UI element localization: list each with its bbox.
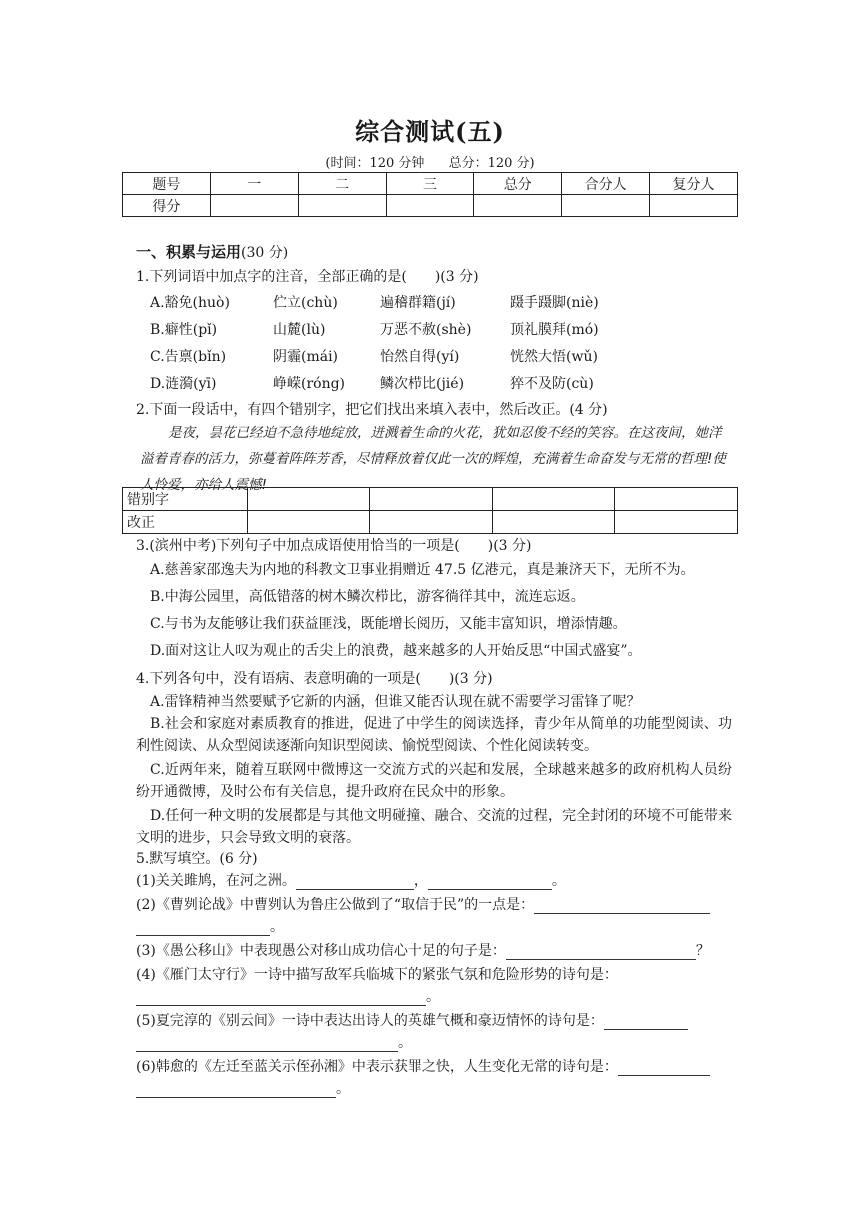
score-row-label: 得分 (123, 195, 211, 217)
q5-item-5 (136, 1012, 688, 1030)
question-5-stem: 5.默写填空。(6 分) (136, 851, 258, 867)
question-4-stem: 4.下列各句中，没有语病、表意明确的一项是( )(3 分) (136, 671, 493, 687)
q5-item-1-text: (1)关关雎鸠，在河之洲。 (136, 873, 296, 889)
q4-option-a: A.雷锋精神当然要赋予它新的内涵，但谁又能否认现在就不需要学习雷锋了呢？ (150, 694, 641, 710)
q1-word: A.豁免(huò) (150, 295, 230, 311)
q1-word: 怡然自得(yí) (380, 349, 460, 365)
q3-option-a: A.慈善家邵逸夫为内地的科教文卫事业捐赠近 47.5 亿港元，真是兼济天下，无所不为。 (150, 562, 695, 578)
q1-word: 万恶不赦(shè) (380, 322, 472, 338)
total-score: 总分：120 分) (448, 156, 535, 171)
exam-meta (0, 152, 860, 171)
q1-word: 山麓(lù) (273, 322, 326, 338)
section-title: 一、积累与运用 (136, 243, 242, 261)
answer-blank[interactable] (136, 991, 426, 1006)
score-header-cell: 合分人 (562, 173, 650, 195)
typo-cell[interactable] (615, 488, 738, 511)
answer-blank[interactable] (296, 875, 414, 890)
q1-word: 遍稽群籍(jí) (380, 295, 456, 311)
score-header-cell: 总分 (474, 173, 562, 195)
score-header-cell: 二 (298, 173, 386, 195)
q5-item-3-text: (3)《愚公移山》中表现愚公对移山成功信心十足的句子是： (136, 943, 506, 959)
q5-item-6-cont (136, 1080, 350, 1098)
punct: ， (413, 873, 428, 889)
punct: 。 (426, 989, 440, 1005)
time-limit: (时间：120 分钟 (325, 156, 425, 171)
score-cell[interactable] (386, 195, 474, 217)
typo-row-label: 错别字 (123, 488, 248, 511)
q5-item-2 (136, 896, 710, 914)
q1-word: D.涟漪(yī) (150, 376, 217, 392)
question-1-stem: 1.下列词语中加点字的注音，全部正确的是( )(3 分) (136, 269, 479, 285)
q5-item-1 (136, 872, 566, 890)
correction-row-label: 改正 (123, 511, 248, 534)
q1-word: 伫立(chù) (273, 295, 338, 311)
q5-item-4-cont (136, 988, 440, 1006)
question-2-stem: 2.下面一段话中，有四个错别字，把它们找出来填入表中，然后改正。(4 分) (136, 402, 608, 418)
correction-cell[interactable] (615, 511, 738, 534)
score-cell[interactable] (298, 195, 386, 217)
answer-blank[interactable] (506, 945, 696, 960)
typo-correction-table (122, 487, 738, 534)
q5-item-5-cont (136, 1034, 412, 1052)
score-table-header-row (123, 173, 738, 195)
q3-option-b: B.中海公园里，高低错落的树木鳞次栉比，游客徜徉其中，流连忘返。 (150, 589, 585, 605)
q5-item-4: (4)《雁门太守行》一诗中描写敌军兵临城下的紧张气氛和危险形势的诗句是： (136, 967, 618, 983)
q1-word: B.癖性(pǐ) (150, 322, 218, 338)
q1-word: 鳞次栉比(jié) (380, 376, 465, 392)
correction-cell[interactable] (492, 511, 615, 534)
typo-row (123, 488, 738, 511)
q1-word: C.告禀(bǐn) (150, 349, 227, 365)
q1-word: 猝不及防(cù) (510, 376, 594, 392)
q5-item-2-cont (136, 918, 284, 936)
q1-word: 峥嵘(róng) (273, 376, 346, 392)
q1-word: 顶礼膜拜(mó) (510, 322, 599, 338)
typo-cell[interactable] (247, 488, 370, 511)
punct: 。 (551, 873, 566, 889)
score-header-cell: 三 (386, 173, 474, 195)
score-cell[interactable] (210, 195, 298, 217)
section-heading (136, 243, 288, 262)
q3-option-c: C.与书为友能够让我们获益匪浅，既能增长阅历，又能丰富知识，增添情趣。 (150, 616, 627, 632)
punct: 。 (398, 1035, 412, 1051)
score-cell[interactable] (650, 195, 738, 217)
typo-cell[interactable] (492, 488, 615, 511)
question-3-stem: 3.(滨州中考)下列句子中加点成语使用恰当的一项是( )(3 分) (136, 538, 532, 554)
q1-word: 蹑手蹑脚(niè) (510, 295, 599, 311)
typo-cell[interactable] (370, 488, 493, 511)
q5-item-2-text: (2)《曹刿论战》中曹刿认为鲁庄公做到了“取信于民”的一点是： (136, 897, 535, 913)
answer-blank[interactable] (534, 899, 710, 914)
q4-option-b: B.社会和家庭对素质教育的推进，促进了中学生的阅读选择，青少年从简单的功能型阅读、功利性阅读、从众型阅读逐渐向知识型阅读、愉悦型阅读、个性化阅读转变。 (136, 716, 732, 754)
answer-blank[interactable] (618, 1061, 710, 1076)
q5-item-3 (136, 942, 710, 960)
answer-blank[interactable] (136, 1037, 398, 1052)
q2-passage: 是夜，昙花已经迫不急待地绽放，迸溅着生命的火花，犹如忍俊不经的笑容。在这夜间，她洋溢着青春的活力，弥蔓着阵阵芳香，尽情释放着仅此一次的辉煌，充满着生命奋发与无常的哲理!使人怜爱，亦给人震憾! (140, 425, 726, 493)
score-table (122, 172, 738, 217)
score-header-cell: 复分人 (650, 173, 738, 195)
answer-blank[interactable] (136, 921, 270, 936)
score-header-cell: 题号 (123, 173, 211, 195)
q1-word: 阴霾(mái) (273, 349, 339, 365)
q4-option-c: C.近两年来，随着互联网中微博这一交流方式的兴起和发展，全球越来越多的政府机构人员纷纷开通微博，及时公布有关信息，提升政府在民众中的形象。 (136, 762, 732, 800)
punct: 。 (270, 919, 284, 935)
q5-item-6-text: (6)韩愈的《左迁至蓝关示侄孙湘》中表示获罪之快，人生变化无常的诗句是： (136, 1059, 618, 1075)
score-table-row (123, 195, 738, 217)
q5-item-6 (136, 1058, 710, 1076)
correction-row (123, 511, 738, 534)
q3-option-d: D.面对这让人叹为观止的舌尖上的浪费，越来越多的人开始反思“中国式盛宴”。 (150, 643, 642, 659)
answer-blank[interactable] (604, 1015, 688, 1030)
q1-word: 恍然大悟(wǔ) (510, 349, 598, 365)
section-points: (30 分) (241, 245, 289, 261)
page-title: 综合测试(五) (355, 117, 505, 146)
score-cell[interactable] (562, 195, 650, 217)
correction-cell[interactable] (370, 511, 493, 534)
answer-blank[interactable] (428, 875, 552, 890)
score-header-cell: 一 (210, 173, 298, 195)
punct: ？ (695, 943, 710, 959)
answer-blank[interactable] (136, 1083, 336, 1098)
q4-option-d: D.任何一种文明的发展都是与其他文明碰撞、融合、交流的过程，完全封闭的环境不可能带来文明的进步，只会导致文明的衰落。 (136, 808, 732, 846)
q5-item-5-text: (5)夏完淳的《别云间》一诗中表达出诗人的英雄气概和豪迈情怀的诗句是： (136, 1013, 604, 1029)
punct: 。 (336, 1081, 350, 1097)
score-cell[interactable] (474, 195, 562, 217)
correction-cell[interactable] (247, 511, 370, 534)
